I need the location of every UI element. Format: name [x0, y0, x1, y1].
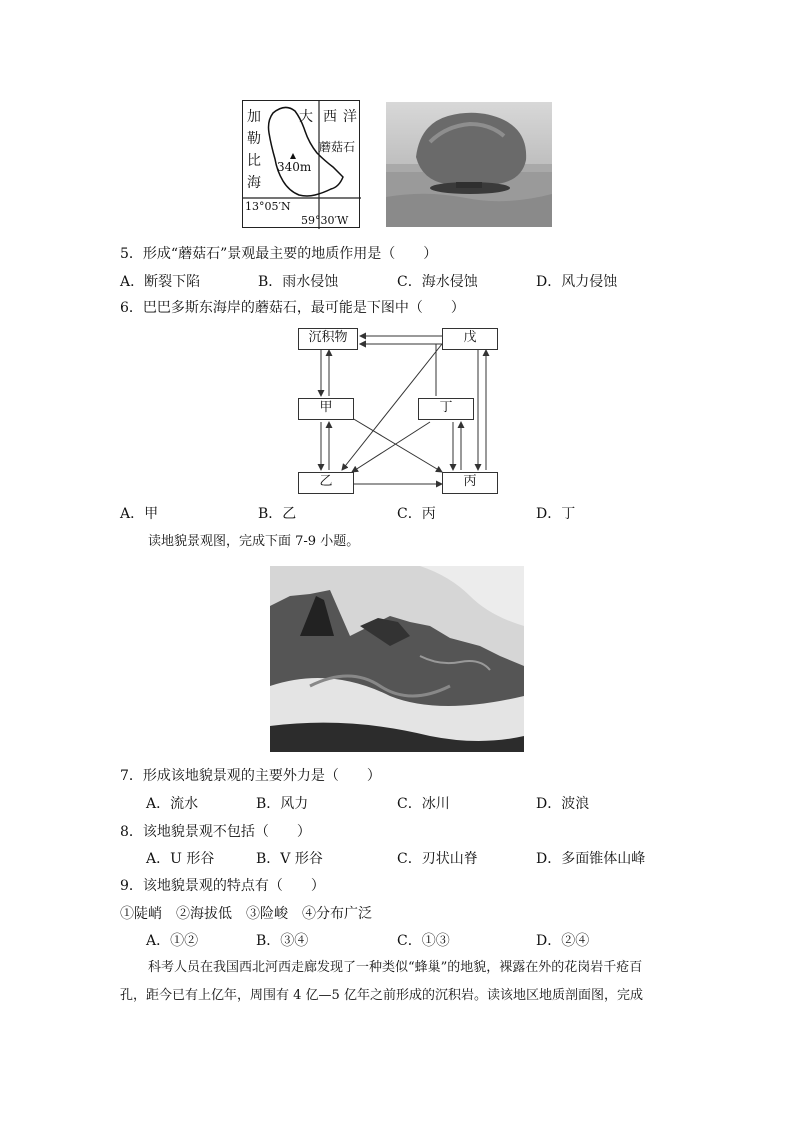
map-latitude: 13°05′N: [245, 200, 291, 213]
q8-stem: 8．该地貌景观不包括（ ）: [120, 824, 311, 840]
q9-stem: 9．该地貌景观的特点有（ ）: [120, 878, 325, 894]
q7-option-c[interactable]: C．冰川: [397, 796, 450, 812]
mushroom-rock-photo: [386, 102, 552, 227]
q7-option-d[interactable]: D．波浪: [536, 796, 590, 812]
q6-option-a[interactable]: A．甲: [120, 506, 159, 522]
diagram-node-bing: 丙: [442, 472, 498, 494]
map-label-jia: 加: [247, 109, 261, 125]
diagram-node-wu: 戊: [442, 328, 498, 350]
rock-cycle-diagram: [290, 324, 510, 496]
map-label-xi: 西: [323, 109, 337, 125]
barbados-map: [242, 100, 360, 228]
map-label-le: 勒: [247, 131, 261, 147]
q8-option-a[interactable]: A．U 形谷: [146, 851, 215, 867]
q7-option-b[interactable]: B．风力: [256, 796, 309, 812]
q7-option-a[interactable]: A．流水: [146, 796, 199, 812]
q5-option-a[interactable]: A．断裂下陷: [120, 274, 201, 290]
q6-stem: 6．巴巴多斯东海岸的蘑菇石，最可能是下图中（ ）: [120, 300, 465, 316]
q9-option-a[interactable]: A．①②: [146, 933, 199, 949]
q8-option-c[interactable]: C．刃状山脊: [397, 851, 478, 867]
diagram-node-ding: 丁: [418, 398, 474, 420]
map-label-mogushi: 蘑菇石: [319, 140, 356, 154]
q9-features: ①陡峭 ②海拔低 ③险峻 ④分布广泛: [120, 906, 372, 922]
map-elevation: 340m: [277, 160, 312, 174]
q8-option-b[interactable]: B．V 形谷: [256, 851, 323, 867]
q6-option-d[interactable]: D．丁: [536, 506, 576, 522]
map-label-hai: 海: [247, 175, 261, 191]
intro-7-9: 读地貌景观图，完成下面 7-9 小题。: [148, 534, 360, 549]
glacier-landform-photo: [270, 566, 524, 752]
paragraph-line-2: 孔，距今已有上亿年，周围有 4 亿—5 亿年之前形成的沉积岩。读该地区地质剖面图，完成: [120, 988, 643, 1003]
q9-option-c[interactable]: C．①③: [397, 933, 450, 949]
map-label-bi: 比: [247, 153, 261, 169]
map-label-yang: 洋: [343, 109, 357, 125]
paragraph-line-1: 科考人员在我国西北河西走廊发现了一种类似“蜂巢”的地貌，裸露在外的花岗岩千疮百: [148, 960, 643, 975]
map-label-da: 大: [299, 109, 313, 125]
q5-stem: 5．形成“蘑菇石”景观最主要的地质作用是（ ）: [120, 246, 438, 262]
q9-option-d[interactable]: D．②④: [536, 933, 590, 949]
q6-option-b[interactable]: B．乙: [258, 506, 297, 522]
map-longitude: 59°30′W: [301, 214, 349, 227]
diagram-node-jia: 甲: [298, 398, 354, 420]
q9-option-b[interactable]: B．③④: [256, 933, 309, 949]
q8-option-d[interactable]: D．多面锥体山峰: [536, 851, 646, 867]
q5-option-b[interactable]: B．雨水侵蚀: [258, 274, 339, 290]
q5-option-d[interactable]: D．风力侵蚀: [536, 274, 618, 290]
diagram-node-yi: 乙: [298, 472, 354, 494]
q7-stem: 7．形成该地貌景观的主要外力是（ ）: [120, 768, 381, 784]
q6-option-c[interactable]: C．丙: [397, 506, 436, 522]
q5-option-c[interactable]: C．海水侵蚀: [397, 274, 478, 290]
diagram-node-sediment: 沉积物: [298, 328, 358, 350]
